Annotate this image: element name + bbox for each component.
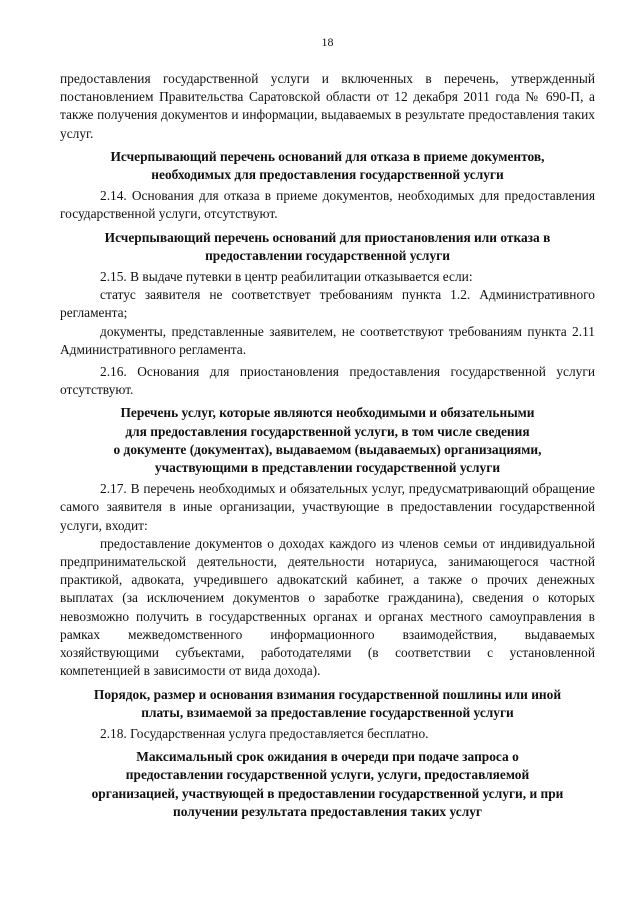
- heading-wait-line-4: получении результата предоставления таких услуг: [173, 803, 482, 819]
- heading-services-line-3: о документе (документах), выдаваемом (выдаваемых) организациями,: [113, 441, 542, 457]
- heading-suspension-grounds: [60, 229, 595, 265]
- heading-wait-line-2: предоставлении государственной услуги, услуги, предоставляемой: [125, 767, 530, 783]
- heading-refusal-line-1: Исчерпывающий перечень оснований для отказа в приеме документов,: [110, 148, 545, 164]
- heading-required-services: [60, 404, 595, 477]
- page-number: 18: [321, 35, 334, 49]
- paragraph-2-17: 2.17. В перечень необходимых и обязательных услуг, предусматривающий обращение самого заявителя в иные организации, участвующие в предоставлении государственной услуги, входит:: [60, 481, 595, 533]
- paragraph-2-15-status: статус заявителя не соответствует требованиям пункта 1.2. Административного регламента;: [60, 287, 595, 321]
- heading-fee: [60, 686, 595, 722]
- paragraph-2-18: 2.18. Государственная услуга предоставляется бесплатно.: [100, 725, 429, 741]
- paragraph-2-15: 2.15. В выдаче путевки в центр реабилитации отказывается если:: [100, 269, 473, 285]
- paragraph-2-17-income-documents: предоставление документов о доходах каждого из членов семьи от индивидуальной предпринимательской деятельности, деятельности нотариуса, занимающегося частной практикой, адвоката, учредившего адвокатский кабинет, а также о прочих денежных выплатах (за исключением документов о заработке гражданина), сведения о которых невозможно получить в государственных органах и органах местного самоуправления в рамках межведомственного информационного взаимодействия, выдаваемых хозяйствующими субъектами, работодателями (в соответствии с установленной компетенцией в зависимости от вида дохода).: [60, 535, 595, 679]
- heading-queue-wait: [60, 748, 595, 821]
- heading-wait-line-3: организацией, участвующей в предоставлении государственной услуги, и при: [91, 785, 564, 801]
- paragraph-2-16: 2.16. Основания для приостановления предоставления государственной услуги отсутствуют.: [60, 364, 595, 398]
- heading-fee-line-1: Порядок, размер и основания взимания государственной пошлины или иной: [93, 686, 562, 702]
- heading-services-line-2: для предоставления государственной услуги, в том числе сведения: [125, 423, 530, 439]
- paragraph-2-14: 2.14. Основания для отказа в приеме документов, необходимых для предоставления государственной услуги, отсутствуют.: [60, 188, 595, 222]
- heading-refusal-line-2: необходимых для предоставления государственной услуги: [151, 167, 504, 183]
- heading-refusal-grounds: [60, 148, 595, 184]
- document-page: [60, 34, 595, 824]
- heading-wait-line-1: Максимальный срок ожидания в очереди при подаче запроса о: [136, 749, 519, 765]
- heading-services-line-1: Перечень услуг, которые являются необходимыми и обязательными: [120, 405, 535, 421]
- heading-suspension-line-2: предоставлении государственной услуги: [205, 247, 450, 263]
- heading-services-line-4: участвующими в представлении государственной услуги: [154, 460, 501, 476]
- heading-fee-line-2: платы, взимаемой за предоставление государственной услуги: [141, 704, 514, 720]
- paragraph-2-15-documents: документы, представленные заявителем, не соответствуют требованиям пункта 2.11 Административного регламента.: [60, 323, 595, 357]
- heading-suspension-line-1: Исчерпывающий перечень оснований для приостановления или отказа в: [104, 229, 551, 245]
- intro-paragraph: предоставления государственной услуги и включенных в перечень, утвержденный постановлением Правительства Саратовской области от 12 декабря 2011 года № 690-П, а также получения документов и информации, выдаваемых в результате предоставления таких услуг.: [60, 71, 595, 141]
